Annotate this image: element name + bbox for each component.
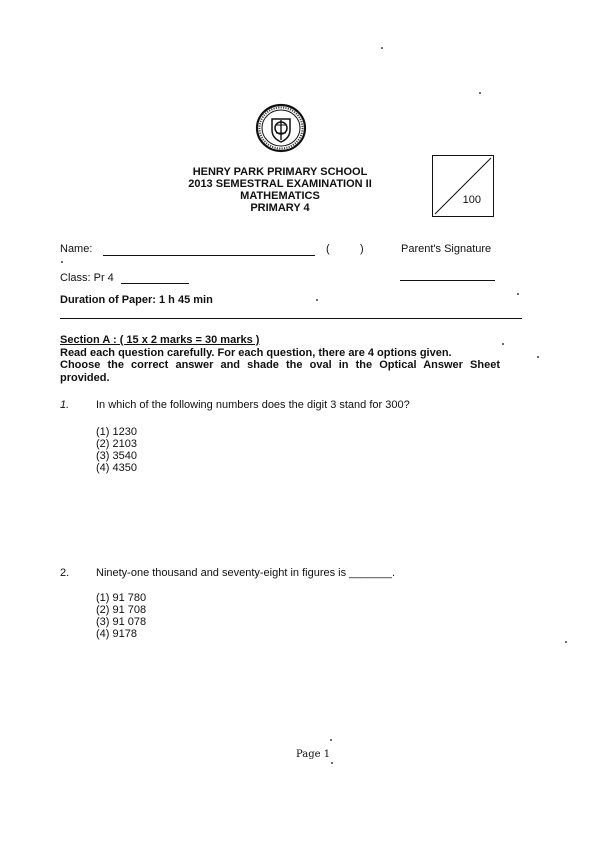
scan-speck (61, 261, 63, 263)
parent-signature-label: Parent's Signature (401, 243, 492, 255)
class-field[interactable] (121, 283, 189, 284)
question-1-option-3: (3) 3540 (96, 450, 137, 462)
scan-speck (330, 739, 332, 741)
section-a-instruction-3: provided. (60, 371, 110, 384)
scan-speck (537, 356, 539, 358)
school-name: HENRY PARK PRIMARY SCHOOL (192, 166, 368, 178)
register-number-field[interactable] (333, 243, 359, 256)
register-number-open: ( (326, 243, 330, 255)
question-1-options (96, 426, 137, 474)
name-label: Name: (60, 243, 93, 255)
scan-speck (517, 293, 519, 295)
score-total: 100 (462, 194, 481, 206)
question-1-option-1: (1) 1230 (96, 426, 137, 438)
duration: Duration of Paper: 1 h 45 min (60, 294, 213, 306)
question-2-option-1: (1) 91 780 (96, 592, 147, 604)
question-2-option-2: (2) 91 708 (96, 604, 147, 616)
exam-title: 2013 SEMESTRAL EXAMINATION II (188, 178, 372, 190)
score-box (432, 155, 494, 217)
question-1-option-4: (4) 4350 (96, 462, 137, 474)
question-2-number: 2. (60, 567, 70, 579)
section-a-instruction-1: Read each question carefully. For each question, there are 4 options given. (60, 346, 452, 359)
section-a (60, 334, 500, 384)
question-1-text: In which of the following numbers does the digit 3 stand for 300? (96, 399, 410, 411)
page-number: Page 1 (296, 749, 331, 760)
scan-speck (479, 92, 481, 94)
question-2-option-4: (4) 9178 (96, 628, 137, 640)
header-divider (60, 318, 522, 319)
question-2-options (96, 592, 146, 640)
question-1-option-2: (2) 2103 (96, 438, 137, 450)
question-1-number: 1. (60, 399, 70, 411)
subject-title: MATHEMATICS (240, 190, 320, 202)
section-a-instruction-2: Choose the correct answer and shade the oval in the Optical Answer Sheet (60, 359, 500, 371)
class-label: Class: Pr 4 (60, 272, 114, 284)
question-2-text: Ninety-one thousand and seventy-eight in figures is _______. (96, 567, 396, 579)
question-2-option-3: (3) 91 078 (96, 616, 147, 628)
scan-speck (502, 343, 504, 345)
scan-speck (316, 299, 318, 301)
school-crest-logo (255, 103, 307, 153)
name-field[interactable] (103, 255, 315, 256)
level-title: PRIMARY 4 (250, 202, 310, 214)
scan-speck (565, 641, 567, 643)
scan-speck (331, 762, 333, 764)
section-a-title: Section A : ( 15 x 2 marks = 30 marks ) (60, 334, 260, 346)
scan-speck (381, 47, 383, 49)
register-number-close: ) (360, 243, 364, 255)
exam-header (150, 166, 410, 214)
parent-signature-field[interactable] (400, 280, 495, 281)
